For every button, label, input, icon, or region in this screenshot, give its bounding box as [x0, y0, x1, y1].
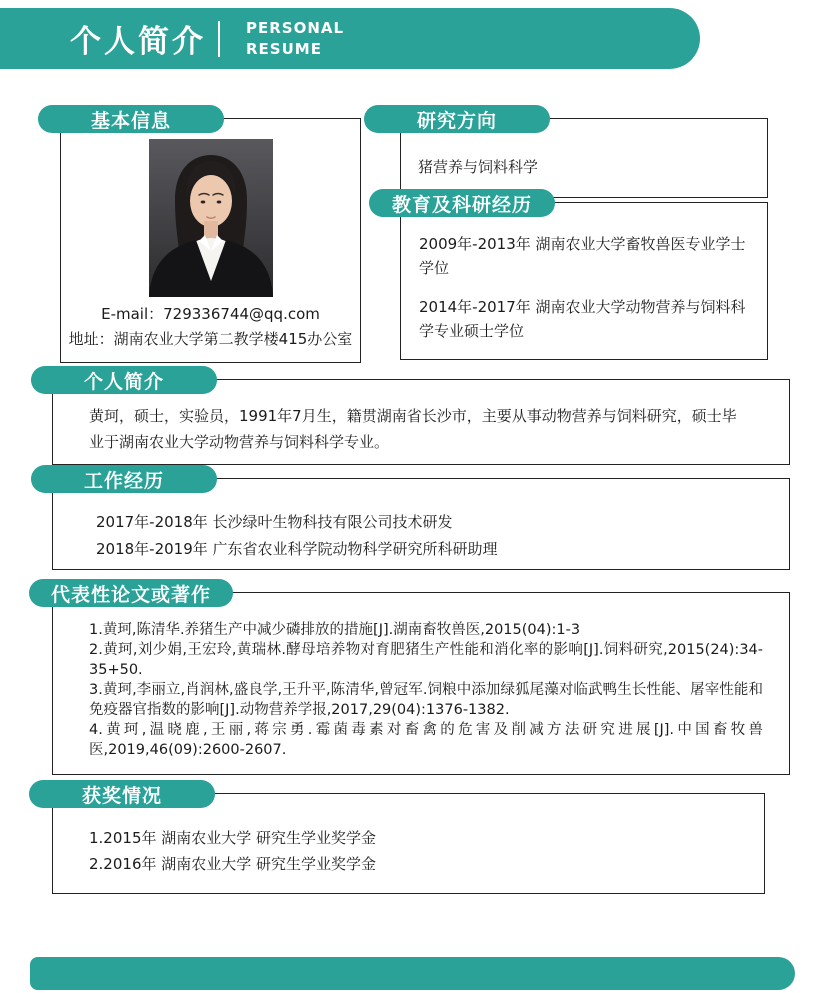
- title-divider: [218, 21, 220, 57]
- page-subtitle-line2: RESUME: [246, 39, 322, 58]
- section-education: [391, 193, 768, 360]
- section-basic-info: [60, 109, 361, 363]
- work-item: 2018年-2019年 广东省农业科学院动物科学研究所科研助理: [96, 540, 498, 558]
- paper-item: 2.黄珂,刘少娟,王宏玲,黄瑞林.酵母培养物对育肥猪生产性能和消化率的影响[J].饲料研究,2015(24):34-35+50.: [89, 642, 763, 678]
- section-research-direction: [400, 109, 768, 198]
- page-subtitle: [246, 18, 344, 59]
- paper-item: 3.黄珂,李丽立,肖润林,盛良学,王升平,陈清华,曾冠军.饲粮中添加绿狐尾藻对临武鸭生长性能、屠宰性能和免疫器官指数的影响[J].动物营养学报,2017,29(04):1376-1382.: [89, 682, 763, 718]
- basic-info-badge: 基本信息: [38, 105, 224, 133]
- paper-item: 4.黄珂,温晓鹿,王丽,蒋宗勇.霉菌毒素对畜禽的危害及削减方法研究进展[J].中国畜牧兽医,2019,46(09):2600-2607.: [89, 722, 763, 758]
- work-experience-badge: 工作经历: [31, 465, 217, 493]
- award-item: 2.2016年 湖南农业大学 研究生学业奖学金: [89, 855, 377, 874]
- profile-photo: [149, 139, 273, 297]
- personal-profile-badge: 个人简介: [31, 366, 217, 394]
- page-title-bar: [0, 8, 700, 69]
- section-papers: [50, 583, 790, 775]
- papers-badge: 代表性论文或著作: [29, 579, 233, 607]
- footer-accent-bar: [30, 957, 795, 990]
- section-awards: [52, 784, 765, 894]
- work-item: 2017年-2018年 长沙绿叶生物科技有限公司技术研发: [96, 513, 453, 531]
- personal-profile-text: 黄珂，硕士，实验员，1991年7月生，籍贯湖南省长沙市，主要从事动物营养与饲料研究，硕士毕业于湖南农业大学动物营养与饲料科学专业。: [89, 407, 737, 452]
- section-personal-profile: [52, 370, 790, 465]
- email-value: E-mail：729336744@qq.com: [101, 305, 320, 323]
- section-work-experience: [52, 469, 790, 570]
- education-item: 2014年-2017年 湖南农业大学动物营养与饲料科学专业硕士学位: [419, 298, 746, 340]
- education-badge: 教育及科研经历: [369, 189, 555, 217]
- page-title: 个人简介: [70, 24, 206, 60]
- page-subtitle-line1: PERSONAL: [246, 19, 345, 38]
- paper-item: 1.黄珂,陈清华.养猪生产中减少磷排放的措施[J].湖南畜牧兽医,2015(04):1-3: [89, 622, 581, 638]
- education-item: 2009年-2013年 湖南农业大学畜牧兽医专业学士学位: [419, 235, 746, 277]
- address-value: 地址：湖南农业大学第二教学楼415办公室: [68, 330, 353, 348]
- research-direction-text: 猪营养与饲料科学: [418, 158, 539, 176]
- awards-badge: 获奖情况: [29, 780, 215, 808]
- research-direction-badge: 研究方向: [364, 105, 550, 133]
- award-item: 1.2015年 湖南农业大学 研究生学业奖学金: [89, 829, 377, 847]
